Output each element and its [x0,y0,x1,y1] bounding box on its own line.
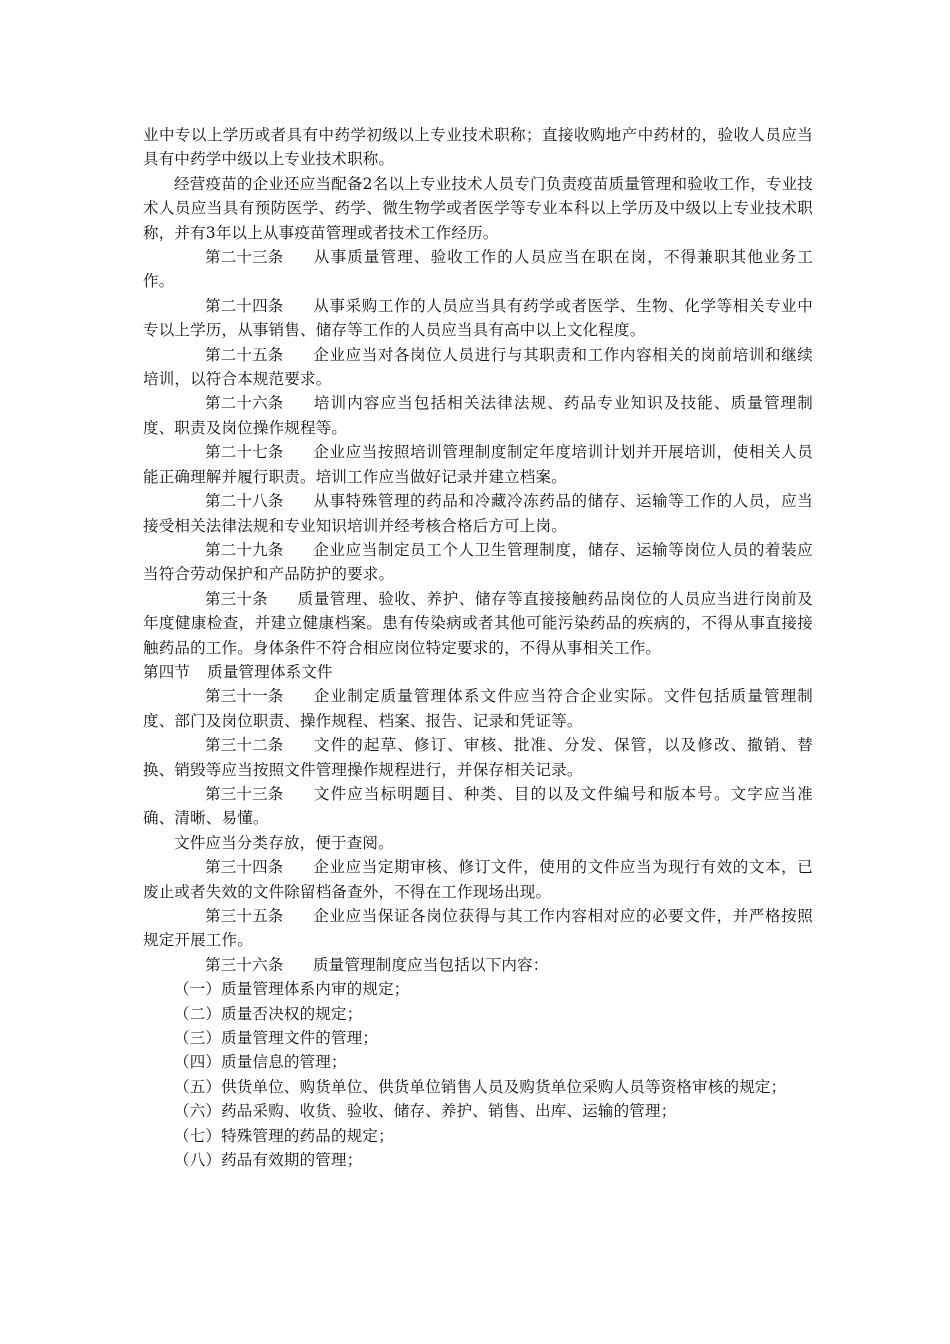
article-number: 第二十八条 [205,492,284,511]
section-number: 第四节 [143,662,191,681]
article-number: 第三十二条 [205,736,284,755]
list-item: （六）药品采购、收货、验收、储存、养护、销售、出库、运输的管理； [174,1102,677,1121]
article-number: 第二十五条 [205,345,284,364]
article-text: 企业应当对各岗位人员进行与其职责和工作内容相关的岗前培训和继续培训，以符合本规范要求。 [143,345,813,389]
paragraph-file-storage: 文件应当分类存放，便于查阅。 [174,833,394,852]
article-35 [143,904,813,953]
article-text: 企业应当按照培训管理制度制定年度培训计划并开展培训，使相关人员能正确理解并履行职责。培训工作应当做好记录并建立档案。 [143,443,813,486]
article-text: 企业应当定期审核、修订文件，使用的文件应当为现行有效的文本，已废止或者失效的文件除留档备查外，不得在工作现场出现。 [143,858,813,901]
article-27 [143,440,813,489]
article-23 [143,245,813,294]
article-28 [143,489,813,538]
article-text: 质量管理、验收、养护、储存等直接接触药品岗位的人员应当进行岗前及年度健康检查，并建立健康档案。患有传染病或者其他可能污染药品的疾病的，不得从事直接接触药品的工作。身体条件不符合相应岗位特定要求的，不得从事相关工作。 [143,589,813,657]
article-36 [143,953,813,977]
article-number: 第三十五条 [205,907,284,925]
article-number: 第二十九条 [205,540,284,559]
article-31 [143,684,813,733]
article-text: 质量管理制度应当包括以下内容： [312,955,549,974]
article-number: 第三十四条 [205,858,284,877]
list-item: （一）质量管理体系内审的规定； [174,980,410,999]
article-text: 文件应当标明题目、种类、目的以及文件编号和版本号。文字应当准确、清晰、易懂。 [143,784,813,828]
article-24 [143,294,813,343]
article-29 [143,538,813,587]
article-number: 第二十三条 [205,248,284,267]
article-number: 第三十三条 [205,784,284,803]
article-number: 第三十条 [205,589,268,608]
article-text: 培训内容应当包括相关法律法规、药品专业知识及技能、质量管理制度、职责及岗位操作规程等。 [143,394,813,437]
list-item: （二）质量否决权的规定； [174,1004,363,1023]
article-text: 文件的起草、修订、审核、批准、分发、保管，以及修改、撤销、替换、销毁等应当按照文件管理操作规程进行，并保存相关记录。 [143,736,813,779]
article-text: 企业应当制定员工个人卫生管理制度，储存、运输等岗位人员的着装应当符合劳动保护和产品防护的要求。 [143,540,813,584]
article-30 [143,587,813,660]
article-text: 从事采购工作的人员应当具有药学或者医学、生物、化学等相关专业中专以上学历，从事销售、储存等工作的人员应当具有高中以上文化程度。 [143,296,813,340]
article-text: 企业应当保证各岗位获得与其工作内容相对应的必要文件，并严格按照规定开展工作。 [143,907,813,950]
list-item: （三）质量管理文件的管理； [174,1029,379,1048]
article-text: 从事特殊管理的药品和冷藏冷冻药品的储存、运输等工作的人员，应当接受相关法律法规和专业知识培训并经考核合格后方可上岗。 [143,492,813,535]
article-26 [143,391,813,440]
article-number: 第二十七条 [205,443,284,462]
article-34 [143,855,813,904]
article-text: 企业制定质量管理体系文件应当符合企业实际。文件包括质量管理制度、部门及岗位职责、操作规程、档案、报告、记录和凭证等。 [143,687,813,730]
article-number: 第三十一条 [205,687,284,706]
article-32 [143,733,813,782]
section-title: 质量管理体系文件 [207,662,333,681]
article-number: 第二十六条 [205,394,284,413]
paragraph-continuation: 业中专以上学历或者具有中药学初级以上专业技术职称；直接收购地产中药材的，验收人员应当具有中药学中级以上专业技术职称。 [143,126,813,169]
list-item: （八）药品有效期的管理； [174,1151,363,1170]
section-heading [143,660,813,684]
article-text: 从事质量管理、验收工作的人员应当在职在岗，不得兼职其他业务工作。 [143,248,813,291]
article-25 [143,343,813,392]
article-number: 第二十四条 [205,296,284,315]
list-item: （四）质量信息的管理； [174,1053,347,1072]
article-number: 第三十六条 [205,955,284,974]
list-item: （七）特殊管理的药品的规定； [174,1126,394,1145]
article-33 [143,782,813,831]
list-item: （五）供货单位、购货单位、供货单位销售人员及购货单位采购人员等资格审核的规定； [174,1077,787,1096]
paragraph-vaccine-staff: 经营疫苗的企业还应当配备2名以上专业技术人员专门负责疫苗质量管理和验收工作，专业技术人员应当具有预防医学、药学、微生物学或者医学等专业本科以上学历及中级以上专业技术职称，并有3年以上从事疫苗管理或者技术工作经历。 [143,174,813,242]
document-body [143,123,813,1172]
